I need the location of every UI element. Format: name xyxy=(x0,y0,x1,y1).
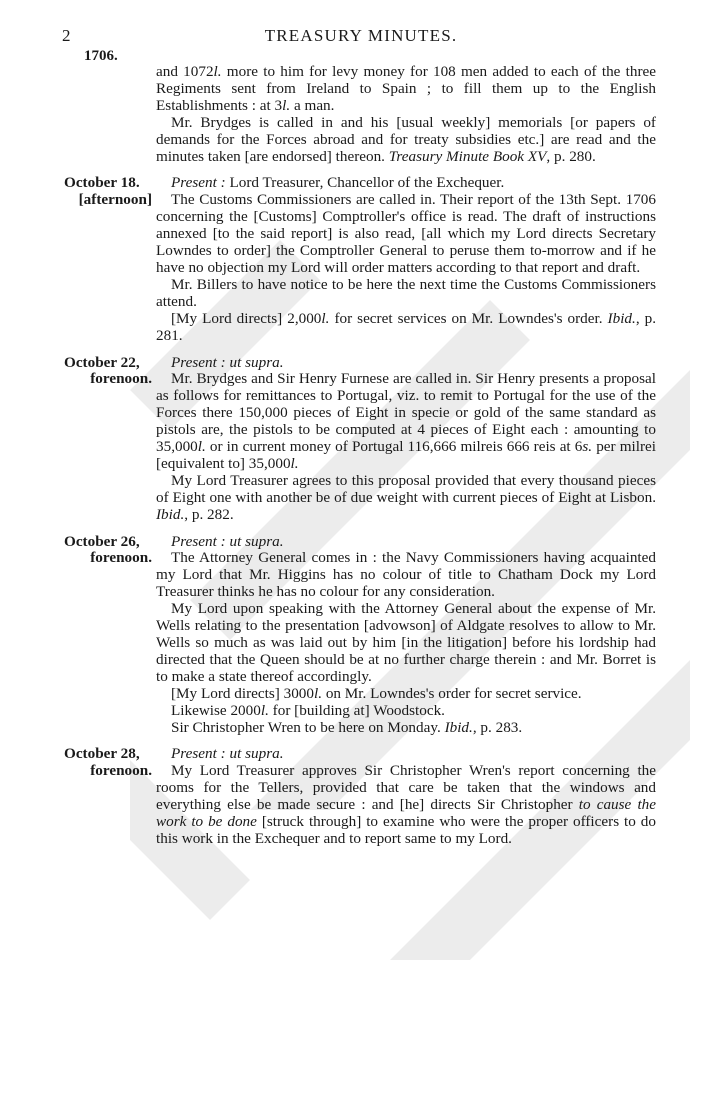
paragraph: My Lord Treasurer agrees to this proposal provided that every thousand pieces of Eight one with another be of due weight with current pieces of Eight at Lisbon. Ibid., p. 282. xyxy=(156,471,656,523)
minute-entry xyxy=(64,746,664,847)
year-label: 1706. xyxy=(84,48,118,64)
present-line: Present : ut supra. xyxy=(171,353,284,371)
present-line: Present : ut supra. xyxy=(171,745,284,763)
margin-note xyxy=(64,534,156,737)
entry-time: forenoon. xyxy=(90,762,152,780)
entry-date: October 18. xyxy=(64,174,140,192)
paragraph: My Lord upon speaking with the Attorney General about the expense of Mr. Wells relating to the presentation [advowson] of Aldgate resolves to allow to Mr. Wells so much as was laid out by him [in the litigation] before his lordship had directed that the Queen should be at no further charge therein : and Mr. Borret is to make a state thereof accordingly. xyxy=(156,600,656,685)
paragraph: Mr. Brydges is called in and his [usual weekly] memorials [or papers of demands for the Forces abroad and for treaty subsidies etc.] are read and the minutes taken [are endorsed] thereon. Treasury Minute Book XV, p. 280. xyxy=(156,113,656,165)
margin-note xyxy=(64,64,156,165)
page-header xyxy=(0,28,722,50)
paragraph: Likewise 2000l. for [building at] Woodstock. xyxy=(171,701,445,719)
running-title: TREASURY MINUTES. xyxy=(264,26,458,45)
entry-date: October 28, xyxy=(64,745,140,763)
paragraph: [My Lord directs] 2,000l. for secret services on Mr. Lowndes's order. Ibid., p. 281. xyxy=(156,309,657,344)
entry-date: October 26, xyxy=(64,532,140,550)
entry-text xyxy=(156,175,656,344)
entry-text xyxy=(156,64,656,165)
paragraph: and 1072l. more to him for levy money for 108 men added to each of the three Regiments sent from Ireland to Spain ; to fill them up to the English Establishments : at 3l. a man. xyxy=(156,63,656,114)
minute-entry xyxy=(64,534,664,737)
present-line: Present : ut supra. xyxy=(171,532,284,550)
minute-entry xyxy=(64,355,664,524)
entry-time: forenoon. xyxy=(90,370,152,388)
page-number: 2 xyxy=(62,26,71,45)
entry-text xyxy=(156,534,656,737)
paragraph: The Customs Commissioners are called in. Their report of the 13th Sept. 1706 concerning the [Customs] Comptroller's office is read. The draft of instructions annexed [to the said report] is also read, [all which my Lord directs Secretary Lowndes to order] the Comptroller General to peruse them to-morrow and if he have no objection my Lord will order matters according to that report and draft. xyxy=(156,191,656,276)
margin-note xyxy=(64,355,156,524)
minute-entry-continuation xyxy=(64,64,664,165)
entry-time: forenoon. xyxy=(90,549,152,567)
entry-time: [afternoon] xyxy=(78,191,152,209)
margin-note xyxy=(64,746,156,847)
entry-text xyxy=(156,355,656,524)
paragraph: Mr. Billers to have notice to be here the next time the Customs Commissioners attend. xyxy=(156,275,656,310)
paragraph: The Attorney General comes in : the Navy Commissioners having acquainted my Lord that Mr. Higgins has no colour of title to Chatham Dock my Lord Treasurer thinks he has no colour for any consideration. xyxy=(156,549,656,601)
present-line: Present : Lord Treasurer, Chancellor of the Exchequer. xyxy=(171,174,505,192)
paragraph: Sir Christopher Wren to be here on Monday. Ibid., p. 283. xyxy=(171,718,523,736)
entry-text xyxy=(156,746,656,847)
minute-entry xyxy=(64,175,664,344)
paragraph: My Lord Treasurer approves Sir Christopher Wren's report concerning the rooms for the Tellers, provided that care be taken that the windows and everything else be made secure : and [he] directs Sir Christopher to cause the work to be done [struck through] to examine who were the proper officers to do this work in the Exchequer and to report same to my Lord. xyxy=(156,762,656,847)
paragraph: [My Lord directs] 3000l. on Mr. Lowndes's order for secret service. xyxy=(171,684,582,702)
entry-date: October 22, xyxy=(64,353,140,371)
minutes-body xyxy=(64,64,664,848)
paragraph: Mr. Brydges and Sir Henry Furnese are called in. Sir Henry presents a proposal as follows for remittances to Portugal, viz. to remit to Portugal for the use of the Forces there 150,000 pieces of Eight in specie or gold of the same standard as pistols are, the pistols to be computed at 4 pieces of Eight each : amounting to 35,000l. or in current money of Portugal 116,666 milreis 666 reis at 6s. per milrei [equivalent to] 35,000l. xyxy=(156,370,656,472)
margin-note xyxy=(64,175,156,344)
